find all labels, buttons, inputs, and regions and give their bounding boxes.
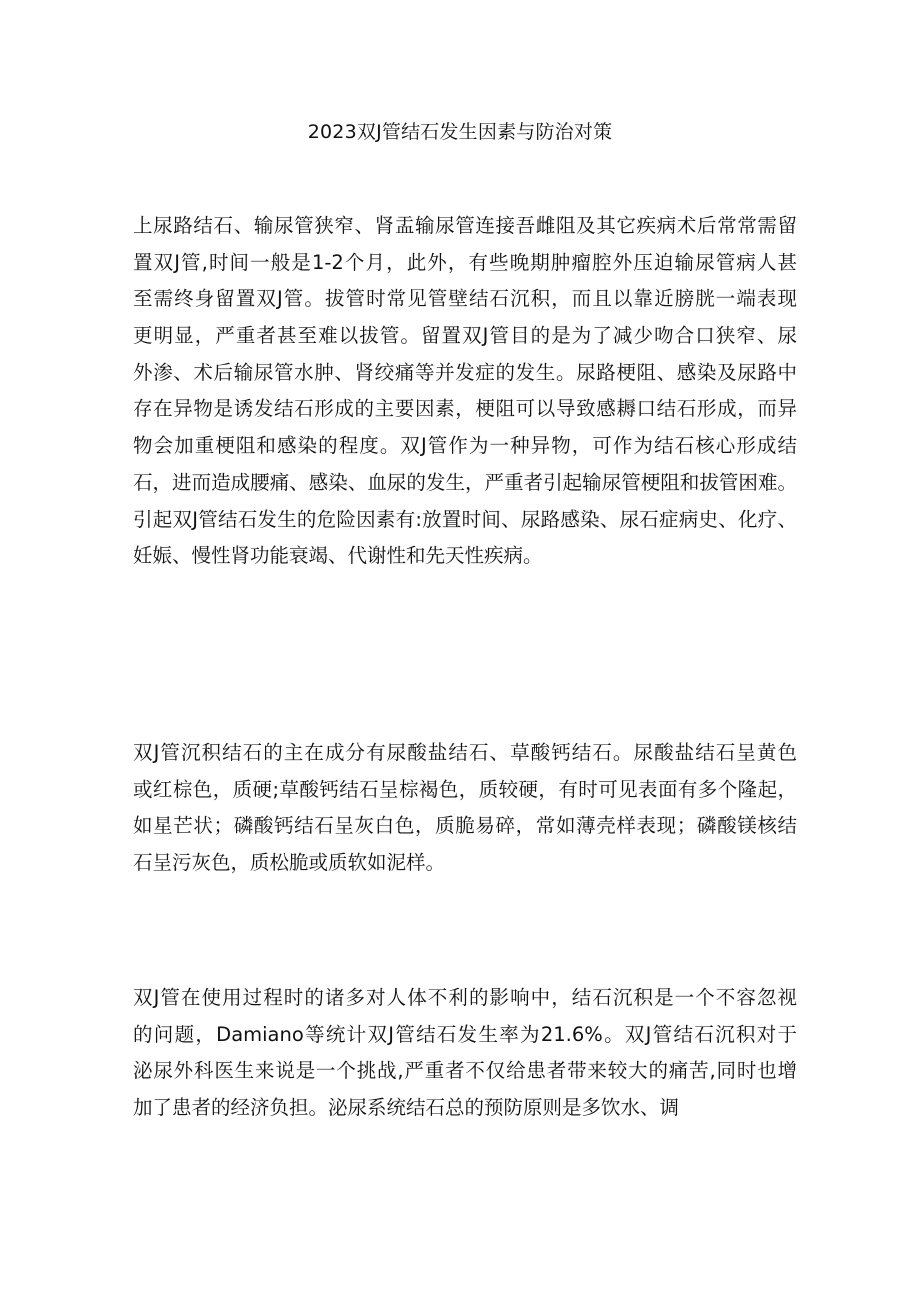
text-line: 上尿路结石、输尿管狭窄、肾盂输尿管连接吾雌阻及其它疾病术后常常需留 [133,214,797,237]
paragraph-stone-composition [133,735,797,882]
document-title: 2023双J管结石发生因素与防治对策 [307,121,613,143]
text-line: 至需终身留置双J管。拔管时常见管壁结石沉积，而且以靠近膀胱一端表现 [133,287,797,311]
text-line: 的问题，Damiano等统计双J管结石发生率为21.6%。双J管结石沉积对于 [133,1022,797,1046]
text-line: 石，进而造成腰痛、感染、血尿的发生，严重者引起输尿管梗阻和拔管困难。 [133,470,797,494]
paragraph-prevention [133,980,797,1127]
text-line: 泌尿外科医生来说是一个挑战,严重者不仅给患者带来较大的痛苦,同时也增 [133,1059,797,1083]
text-line: 或红棕色，质硬;草酸钙结石呈棕褐色，质较硬，有时可见表面有多个隆起， [133,777,797,801]
text-line: 双J管在使用过程时的诸多对人体不利的影响中，结石沉积是一个不容忽视 [133,986,797,1009]
text-line: 妊娠、慢性肾功能衰竭、代谢性和先天性疾病。 [133,544,543,568]
text-line: 存在异物是诱发结石形成的主要因素，梗阻可以导致感耨口结石形成，而异 [133,397,797,421]
paragraph-risk-factors [133,208,797,575]
text-line: 更明显，严重者甚至难以拔管。留置双J管目的是为了减少吻合口狭窄、尿 [133,324,797,348]
text-line: 物会加重梗阻和感染的程度。双J管作为一种异物，可作为结石核心形成结 [133,434,797,458]
text-line: 引起双J管结石发生的危险因素有:放置时间、尿路感染、尿石症病史、化疗、 [133,507,797,531]
text-line: 外渗、术后输尿管水肿、肾绞痛等并发症的发生。尿路梗阻、感染及尿路中 [133,360,797,384]
text-line: 双J管沉积结石的主在成分有尿酸盐结石、草酸钙结石。尿酸盐结石呈黄色 [133,741,797,764]
text-line: 置双J管,时间一般是1-2个月，此外，有些晚期肿瘤腔外压迫输尿管病人甚 [133,250,797,274]
text-line: 如星芒状；磷酸钙结石呈灰白色，质脆易碎，常如薄壳样表现；磷酸镁核结 [133,814,797,838]
text-line: 石呈污灰色，质松脆或质软如泥样。 [133,851,446,875]
text-line: 加了患者的经济负担。泌尿系统结石总的预防原则是多饮水、调 [133,1096,680,1120]
